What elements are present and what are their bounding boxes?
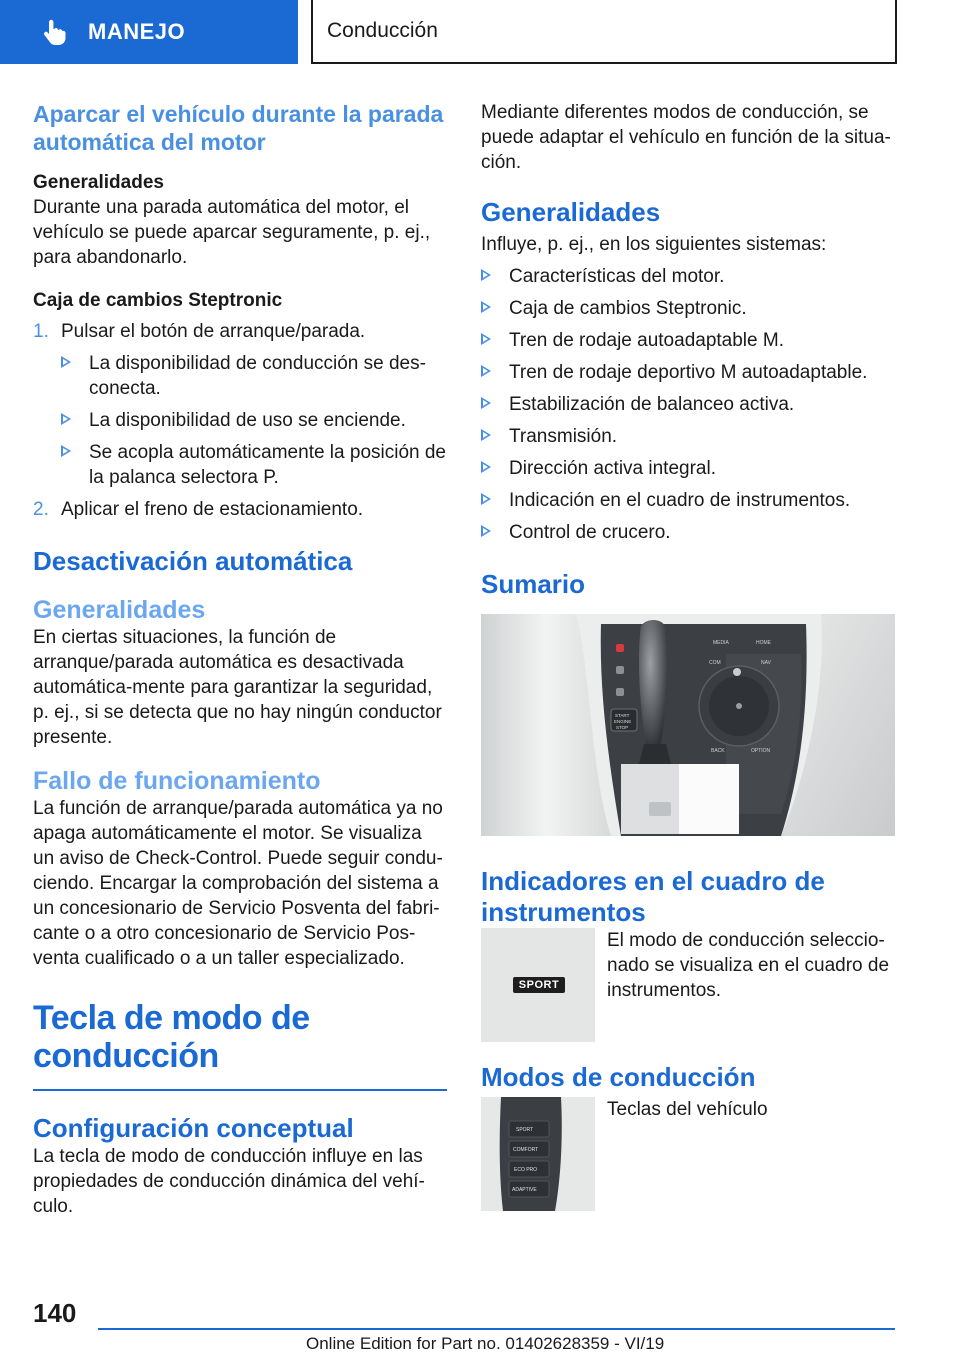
nav-label: NAV — [761, 660, 771, 666]
mode-button-ecopro: ECO PRO — [514, 1167, 538, 1173]
generalidades-text-2: En ciertas situaciones, la función de arranque/parada automática es desactivada automática-mente para garantizar la seguridad, p. ej., si se detecta que no hay ningún conductor presente. — [33, 627, 442, 748]
triangle-bullet-icon — [481, 461, 491, 473]
sport-badge-text: SPORT — [518, 979, 560, 991]
list-item — [481, 488, 895, 513]
hand-pointer-icon — [40, 17, 70, 47]
step-item — [33, 497, 447, 522]
system-text: Transmisión. — [509, 426, 618, 447]
stop-label: STOP — [616, 725, 629, 730]
fault-text: La función de arranque/parada automática ya no apaga automáticamente el motor. Se visualiza un aviso de Check-Control. Puede seguir condu-ciendo. Encargar la comprobación del sistema a un concesionario de Servicio Posventa del fabri-cante o a otro concesionario de Servicio Pos-venta cualificado o a un taller especializado. — [33, 798, 443, 969]
modes-heading: Modos de conducción — [481, 1062, 756, 1092]
indicators-block — [481, 928, 895, 1042]
console-photo — [481, 614, 895, 836]
indicators-heading: Indicadores en el cuadro de instrumentos — [481, 866, 825, 927]
list-item — [481, 360, 895, 385]
list-item — [481, 424, 895, 449]
section-tab — [0, 0, 298, 64]
mode-button-comfort: COMFORT — [513, 1147, 539, 1153]
list-item — [61, 408, 447, 433]
mode-button-adaptive: ADAPTIVE — [512, 1187, 537, 1193]
systems-list — [481, 264, 895, 545]
triangle-bullet-icon — [481, 429, 491, 441]
intro-text: Mediante diferentes modos de conducción, se puede adaptar el vehículo en función de la situa-ción. — [481, 102, 891, 173]
triangle-bullet-icon — [481, 333, 491, 345]
triangle-bullet-icon — [481, 493, 491, 505]
triangle-bullet-icon — [61, 356, 71, 368]
generalidades-text-1: Durante una parada automática del motor, el vehículo se puede aparcar seguramente, p. ej., para abandonarlo. — [33, 197, 431, 268]
bullet-text: La disponibilidad de conducción se des-conecta. — [89, 353, 426, 399]
triangle-bullet-icon — [481, 397, 491, 409]
engine-label: ENGINE — [614, 719, 632, 724]
bullet-text: La disponibilidad de uso se enciende. — [89, 410, 406, 431]
generalidades-heading-2: Generalidades — [33, 596, 206, 624]
mode-key-title: Tecla de modo de conducción — [33, 999, 310, 1075]
left-column — [33, 100, 447, 1219]
chapter-label: Conducción — [327, 19, 438, 42]
system-text: Tren de rodaje autoadaptable M. — [509, 330, 784, 351]
park-title: Aparcar el vehículo durante la parada automática del motor — [33, 101, 444, 155]
start-label: START — [615, 713, 630, 718]
triangle-bullet-icon — [481, 301, 491, 313]
section-label: MANEJO — [88, 19, 186, 44]
step-item — [33, 319, 447, 490]
list-item — [481, 520, 895, 545]
system-text: Dirección activa integral. — [509, 458, 716, 479]
concept-heading: Configuración conceptual — [33, 1113, 354, 1143]
step-bullets — [61, 351, 447, 490]
sport-badge — [513, 977, 565, 993]
sumario-heading: Sumario — [481, 569, 586, 599]
triangle-bullet-icon — [481, 269, 491, 281]
page-number: 140 — [33, 1298, 77, 1328]
step-text: Aplicar el freno de estacionamiento. — [61, 499, 364, 520]
fault-heading: Fallo de funcionamiento — [33, 767, 321, 795]
system-text: Tren de rodaje deportivo M autoadaptable. — [509, 362, 868, 383]
indicators-text: El modo de conducción seleccio-nado se visualiza en el cuadro de instrumentos. — [607, 930, 890, 1001]
edition-text: Online Edition for Part no. 01402628359 - VI/19 — [306, 1334, 665, 1353]
media-label: MEDIA — [713, 640, 729, 646]
list-item — [481, 392, 895, 417]
footer-rule — [98, 1328, 895, 1330]
triangle-bullet-icon — [481, 525, 491, 537]
system-text: Caja de cambios Steptronic. — [509, 298, 747, 319]
step-number: 1. — [33, 321, 49, 342]
sport-display-photo — [481, 928, 595, 1042]
concept-text: La tecla de modo de conducción influye en las propiedades de conducción dinámica del vehí-culo. — [33, 1146, 425, 1217]
list-item — [61, 351, 447, 401]
option-label: OPTION — [751, 748, 771, 754]
com-label: COM — [709, 660, 721, 666]
list-item — [61, 440, 447, 490]
mode-button-sport: SPORT — [516, 1127, 534, 1133]
bullet-text: Se acopla automáticamente la posición de la palanca selectora P. — [89, 442, 447, 488]
center-console-image — [481, 614, 895, 836]
triangle-bullet-icon — [61, 413, 71, 425]
generalidades-heading-3: Generalidades — [481, 197, 661, 227]
deactivation-heading: Desactivación automática — [33, 546, 353, 576]
triangle-bullet-icon — [61, 445, 71, 457]
chapter-header — [311, 0, 897, 64]
step-number: 2. — [33, 499, 49, 520]
systems-intro: Influye, p. ej., en los siguientes sistemas: — [481, 234, 827, 255]
steps-list — [33, 319, 447, 522]
modes-block — [481, 1097, 895, 1211]
list-item — [481, 296, 895, 321]
list-item — [481, 456, 895, 481]
triangle-bullet-icon — [481, 365, 491, 377]
right-column — [481, 100, 895, 1211]
back-label: BACK — [711, 748, 725, 754]
system-text: Control de crucero. — [509, 522, 671, 543]
home-label: HOME — [756, 640, 771, 646]
steptronic-heading: Caja de cambios Steptronic — [33, 290, 283, 311]
mode-buttons-photo — [481, 1097, 595, 1211]
list-item — [481, 328, 895, 353]
mode-buttons-image — [481, 1097, 595, 1211]
system-text: Indicación en el cuadro de instrumentos. — [509, 490, 851, 511]
modes-text: Teclas del vehículo — [607, 1099, 768, 1120]
system-text: Características del motor. — [509, 266, 725, 287]
step-text: Pulsar el botón de arranque/parada. — [61, 321, 366, 342]
list-item — [481, 264, 895, 289]
system-text: Estabilización de balanceo activa. — [509, 394, 795, 415]
generalidades-heading-1: Generalidades — [33, 172, 164, 193]
